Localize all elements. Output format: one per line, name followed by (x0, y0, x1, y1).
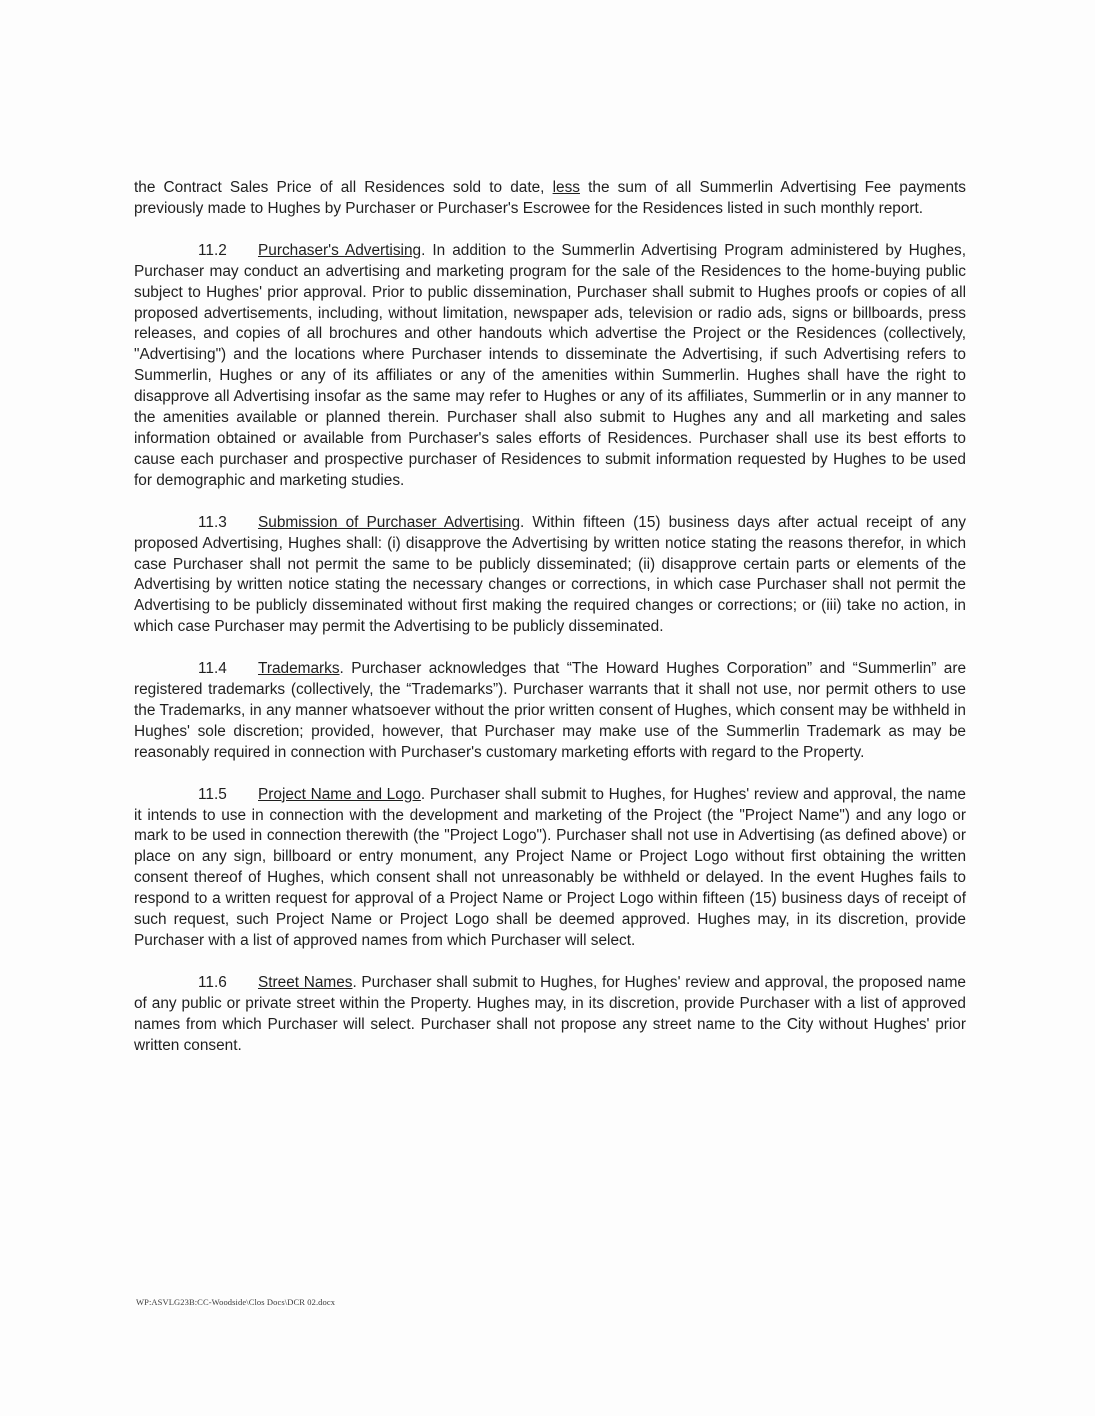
section-heading: Submission of Purchaser Advertising (258, 513, 521, 531)
section-heading: Purchaser's Advertising (258, 241, 422, 259)
section-body: In addition to the Summerlin Advertising Program administered by Hughes, Purchaser may conduct an advertising and marketing program for the sale of the Residences to the home-buying public subject to Hughes' prior approval. Prior to public dissemination, Purchaser shall submit to Hughes proofs or copies of all proposed advertisements, including, without limitation, newspaper ads, television or radio ads, signs or billboards, press releases, and copies of all brochures and other handouts which advertise the Project or the Residences (collectively, "Advertising") and the locations where Purchaser intends to disseminate the Advertising, if such Advertising refers to Summerlin, Hughes or any of its affiliates or any of the amenities within Summerlin. Hughes shall have the right to disapprove all Advertising insofar as the same may refer to Hughes or any of its affiliates, Summerlin or in any manner to the amenities available or planned therein. Purchaser shall also submit to Hughes any and all marketing and sales information obtained or available from Purchaser's sales efforts of Residences. Purchaser shall use its best efforts to cause each purchaser and prospective purchaser of Residences to submit information requested by Hughes to be used for demographic and marketing studies. (134, 241, 966, 489)
intro-underlined-word: less (552, 179, 580, 196)
section-11-3: 11.3 Submission of Purchaser Advertising. Within fifteen (15) business days after actual receipt of any proposed Advertising, Hughes shall: (i) disapprove the Advertising by written notice stating the reasons therefor, in which case Purchaser shall not permit the same to be publicly disseminated; (ii) disapprove certain parts or elements of the Advertising by written notice stating the necessary changes or corrections, in which case Purchaser shall not permit the Advertising to be publicly disseminated without first making the required changes or corrections; or (iii) take no action, in which case Purchaser may permit the Advertising to be publicly disseminated. (134, 513, 966, 636)
footer-file-path: WP:ASVLG23B:CC-Woodside\Clos Docs\DCR 02.docx (136, 1297, 336, 1307)
section-body: Purchaser shall submit to Hughes, for Hughes' review and approval, the proposed name of any public or private street within the Property. Hughes may, in its discretion, provide Purchaser with a list of approved names from which Purchaser will select. Purchaser shall not propose any street name to the City without Hughes' prior written consent. (134, 973, 966, 1054)
section-11-4: 11.4 Trademarks. Purchaser acknowledges that “The Howard Hughes Corporation” and “Summerlin” are registered trademarks (collectively, the “Trademarks”). Purchaser warrants that it shall not use, nor permit others to use the Trademarks, in any manner whatsoever without the prior written consent of Hughes, which consent may be withheld in Hughes' sole discretion; provided, however, that Purchaser may make use of the Summerlin Trademark as may be reasonably required in connection with Purchaser's customary marketing efforts with regard to the Property. (134, 660, 967, 761)
section-11-5: 11.5 Project Name and Logo. Purchaser shall submit to Hughes, for Hughes' review and approval, the name it intends to use in connection with the development and marketing of the Project (the "Project Name") and any logo or mark to be used in connection therewith (the "Project Logo"). Purchaser shall not use in Advertising (as defined above) or place on any sign, billboard or entry monument, any Project Name or Project Logo without first obtaining the written consent thereof of Hughes, which consent shall not unreasonably be withheld or delayed. In the event Hughes fails to respond to a written request for approval of a Project Name or Project Logo within fifteen (15) business days of receipt of such request, such Project Name or Project Logo shall be deemed approved. Hughes may, in its discretion, provide Purchaser with a list of approved names from which Purchaser will select. (134, 785, 966, 949)
section-body: Purchaser acknowledges that “The Howard Hughes Corporation” and “Summerlin” are registered trademarks (collectively, the “Trademarks”). Purchaser warrants that it shall not use, nor permit others to use the Trademarks, in any manner whatsoever without the prior written consent of Hughes, which consent may be withheld in Hughes' sole discretion; provided, however, that Purchaser may make use of the Summerlin Trademark as may be reasonably required in connection with Purchaser's customary marketing efforts with regard to the Property. (134, 660, 967, 761)
section-number: 11.3 (198, 513, 227, 531)
section-body: Purchaser shall submit to Hughes, for Hughes' review and approval, the name it intends to use in connection with the development and marketing of the Project (the "Project Name") and any logo or mark to be used in connection therewith (the "Project Logo"). Purchaser shall not use in Advertising (as defined above) or place on any sign, billboard or entry monument, any Project Name or Project Logo without first obtaining the written consent thereof of Hughes, which consent shall not unreasonably be withheld or delayed. In the event Hughes fails to respond to a written request for approval of a Project Name or Project Logo within fifteen (15) business days of receipt of such request, such Project Name or Project Logo shall be deemed approved. Hughes may, in its discretion, provide Purchaser with a list of approved names from which Purchaser will select. (134, 785, 966, 949)
section-heading: Project Name and Logo (258, 785, 421, 803)
section-11-6: 11.6 Street Names. Purchaser shall submit to Hughes, for Hughes' review and approval, the proposed name of any public or private street within the Property. Hughes may, in its discretion, provide Purchaser with a list of approved names from which Purchaser will select. Purchaser shall not propose any street name to the City without Hughes' prior written consent. (134, 973, 966, 1054)
section-number: 11.4 (198, 660, 227, 678)
section-number: 11.5 (198, 785, 227, 803)
intro-text-before: the Contract Sales Price of all Residences sold to date, (134, 179, 553, 196)
section-heading: Trademarks (258, 660, 340, 678)
section-number: 11.2 (198, 241, 227, 259)
section-body: Within fifteen (15) business days after actual receipt of any proposed Advertising, Hughes shall: (i) disapprove the Advertising by written notice stating the reasons therefor, in which case Purchaser shall not permit the same to be publicly disseminated; (ii) disapprove certain parts or elements of the Advertising by written notice stating the necessary changes or corrections, in which case Purchaser shall not permit the Advertising to be publicly disseminated without first making the required changes or corrections; or (iii) take no action, in which case Purchaser may permit the Advertising to be publicly disseminated. (134, 513, 966, 636)
intro-text-after: the sum of all Summerlin Advertising Fee payments previously made to Hughes by Purchaser or Purchaser's Escrowee for the Residences listed in such monthly report. (134, 179, 966, 217)
document-body (134, 178, 966, 1078)
section-11-2: 11.2 Purchaser's Advertising. In addition to the Summerlin Advertising Program administered by Hughes, Purchaser may conduct an advertising and marketing program for the sale of the Residences to the home-buying public subject to Hughes' prior approval. Prior to public dissemination, Purchaser shall submit to Hughes proofs or copies of all proposed advertisements, including, without limitation, newspaper ads, television or radio ads, signs or billboards, press releases, and copies of all brochures and other handouts which advertise the Project or the Residences (collectively, "Advertising") and the locations where Purchaser intends to disseminate the Advertising, if such Advertising refers to Summerlin, Hughes or any of its affiliates or any of the amenities within Summerlin. Hughes shall have the right to disapprove all Advertising insofar as the same may refer to Hughes or any of its affiliates, Summerlin or in any manner to the amenities available or planned therein. Purchaser shall also submit to Hughes any and all marketing and sales information obtained or available from Purchaser's sales efforts of Residences. Purchaser shall use its best efforts to cause each purchaser and prospective purchaser of Residences to submit information requested by Hughes to be used for demographic and marketing studies. (134, 241, 966, 489)
section-heading: Street Names (258, 973, 353, 991)
section-number: 11.6 (198, 973, 227, 991)
intro-paragraph (134, 178, 966, 220)
